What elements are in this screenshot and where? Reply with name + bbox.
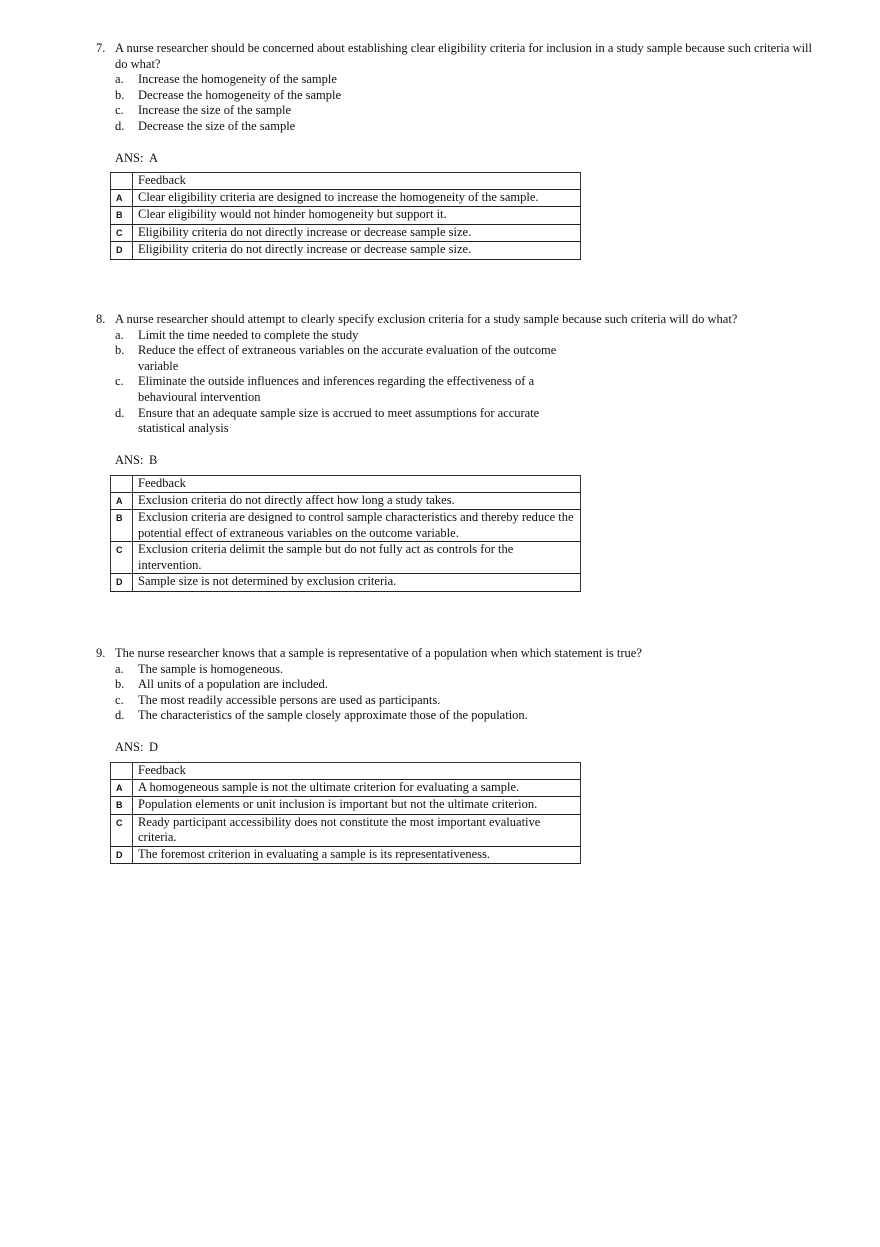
feedback-header-blank [111,763,133,780]
feedback-row [111,224,581,242]
feedback-letter: D [111,846,133,864]
feedback-letter: D [111,574,133,592]
feedback-text: Ready participant accessibility does not constitute the most important evaluative criteria. [133,814,581,846]
feedback-letter: A [111,492,133,510]
answer-label: ANS: [115,739,144,754]
feedback-text: Exclusion criteria are designed to control sample characteristics and thereby reduce the potential effect of extraneous variables on the outcome variable. [133,510,581,542]
question-stem [96,41,816,72]
feedback-letter: C [111,814,133,846]
option-letter: a. [115,327,124,342]
feedback-row [111,510,581,542]
option-a [96,662,816,678]
feedback-header: Feedback [133,476,581,493]
feedback-letter: B [111,207,133,225]
option-text: Eliminate the outside influences and inferences regarding the effectiveness of a behavioural intervention [138,374,535,404]
question-7 [96,41,816,166]
question-stem [96,646,816,662]
option-letter: c. [115,103,124,118]
answer-line [96,151,816,167]
option-text: Limit the time needed to complete the study [138,327,359,342]
feedback-letter: B [111,510,133,542]
question-text: A nurse researcher should attempt to clearly specify exclusion criteria for a study sample because such criteria will do what? [115,312,738,326]
feedback-table-8 [110,475,581,592]
answer-label: ANS: [115,150,144,165]
option-b [96,343,816,374]
feedback-row [111,846,581,864]
feedback-text: Clear eligibility criteria are designed to increase the homogeneity of the sample. [133,189,581,207]
option-c [96,693,816,709]
question-number: 9. [96,646,106,660]
feedback-text: Eligibility criteria do not directly increase or decrease sample size. [133,242,581,260]
option-text: Ensure that an adequate sample size is accrued to meet assumptions for accurate statistical analysis [138,405,540,436]
option-c [96,374,816,405]
feedback-table-7 [110,172,581,260]
feedback-text: Population elements or unit inclusion is important but not the ultimate criterion. [133,797,581,815]
feedback-row [111,779,581,797]
option-letter: b. [115,343,125,358]
feedback-header-row [111,173,581,190]
feedback-header: Feedback [133,173,581,190]
option-letter: b. [115,87,125,102]
answer-value: B [149,452,158,467]
option-c [96,103,816,119]
option-text: Reduce the effect of extraneous variables on the accurate evaluation of the outcome variable [138,343,557,373]
answer-line [96,453,816,469]
question-9 [96,646,816,756]
feedback-text: The foremost criterion in evaluating a sample is its representativeness. [133,846,581,864]
option-text: Increase the size of the sample [138,103,292,118]
feedback-letter: A [111,189,133,207]
feedback-letter: D [111,242,133,260]
feedback-letter: B [111,797,133,815]
option-letter: d. [115,118,125,133]
option-text: The sample is homogeneous. [138,661,284,676]
option-d [96,708,816,724]
question-stem [96,312,816,328]
feedback-header-row [111,763,581,780]
question-number: 7. [96,41,106,55]
question-8 [96,312,816,468]
option-text: The most readily accessible persons are used as participants. [138,692,441,707]
feedback-text: Exclusion criteria delimit the sample but do not fully act as controls for the intervention. [133,542,581,574]
question-text: A nurse researcher should be concerned about establishing clear eligibility criteria for inclusion in a study sample because such criteria will do what? [115,41,812,71]
option-letter: a. [115,661,124,676]
option-letter: c. [115,374,124,389]
option-text: Increase the homogeneity of the sample [138,72,337,87]
option-b [96,88,816,104]
option-letter: d. [115,405,125,420]
feedback-header-row [111,476,581,493]
feedback-row [111,207,581,225]
feedback-letter: A [111,779,133,797]
option-list [96,662,816,724]
option-d [96,119,816,135]
option-letter: b. [115,677,125,692]
feedback-row [111,574,581,592]
feedback-text: Sample size is not determined by exclusion criteria. [133,574,581,592]
answer-value: D [149,739,159,754]
feedback-text: Eligibility criteria do not directly increase or decrease sample size. [133,224,581,242]
feedback-row [111,542,581,574]
option-letter: c. [115,692,124,707]
feedback-row [111,189,581,207]
feedback-row [111,797,581,815]
option-a [96,72,816,88]
answer-value: A [149,150,159,165]
option-text: Decrease the homogeneity of the sample [138,87,342,102]
option-text: Decrease the size of the sample [138,118,296,133]
option-list [96,328,816,437]
feedback-row [111,242,581,260]
feedback-header-blank [111,476,133,493]
option-letter: a. [115,72,124,87]
option-text: The characteristics of the sample closely approximate those of the population. [138,708,528,723]
option-d [96,406,816,437]
feedback-row [111,814,581,846]
feedback-header-blank [111,173,133,190]
option-a [96,328,816,344]
answer-label: ANS: [115,452,144,467]
option-text: All units of a population are included. [138,677,328,692]
feedback-letter: C [111,224,133,242]
feedback-letter: C [111,542,133,574]
question-number: 8. [96,312,106,326]
option-b [96,677,816,693]
feedback-table-9 [110,762,581,864]
feedback-text: Clear eligibility would not hinder homogeneity but support it. [133,207,581,225]
option-letter: d. [115,708,125,723]
feedback-text: A homogeneous sample is not the ultimate criterion for evaluating a sample. [133,779,581,797]
question-text: The nurse researcher knows that a sample is representative of a population when which statement is true? [115,646,642,660]
feedback-row [111,492,581,510]
option-list [96,72,816,134]
answer-line [96,740,816,756]
feedback-header: Feedback [133,763,581,780]
feedback-text: Exclusion criteria do not directly affect how long a study takes. [133,492,581,510]
